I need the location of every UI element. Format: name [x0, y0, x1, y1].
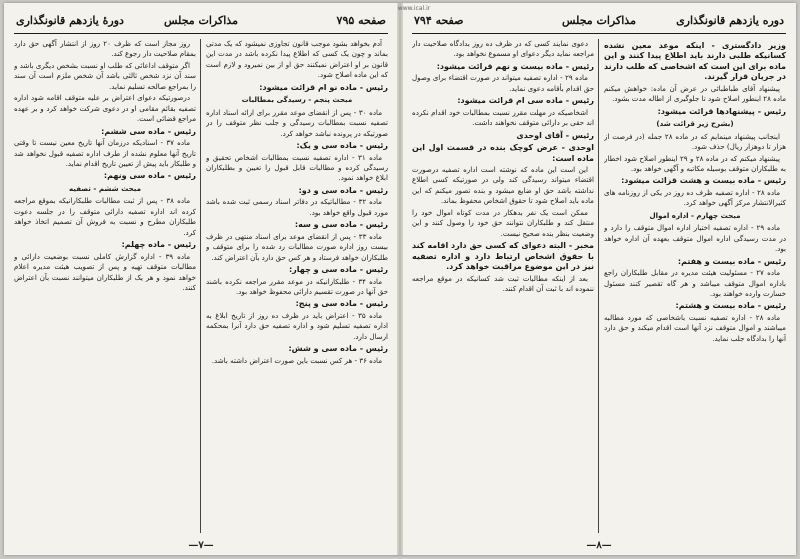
text-columns — [412, 39, 786, 535]
speaker-line: رئیس - ماده سی و دو: — [298, 185, 388, 195]
paragraph: ماده ۳۹ - اداره گزارش کاملی نسبت بوضعیت دارائی و مطالبات متوقف تهیه و پس از تصویب هیئت مدیره اعلام خواهد نمود و هر یک از طلبکاران میتوانند نسبت بآن اعتراض کنند. — [14, 251, 196, 292]
paragraph: ماده ۲۹ - اداره تصفیه میتواند در صورت اقتضاء برای وصول حق اقدام بأقامه دعوی نماید. — [412, 73, 594, 93]
paragraph: پیشنهاد آقای طباطبائی در عرض آن ماده: خواهش میکنم ماده ۲۸ اینطور اصلاح شود تا جلوگیری از اطاله مدت بشود. — [604, 83, 786, 104]
section-heading: (بشرح زیر قرائت شد) — [656, 119, 734, 129]
paragraph: اشخاصیکه در مهلت مقرر نسبت بمطالبات خود اقدام نکرده اند حقی بر دارائی متوقف نخواهند داشت. — [412, 107, 594, 128]
page-794 — [406, 3, 792, 555]
journal-title: مذاکرات مجلس — [562, 14, 636, 27]
paragraph: ماده ۳۱ - اداره تصفیه نسبت بمطالبات اشخاص تحقیق و رسیدگی کرده و مطالبات قابل قبول را تعیین و بطلبکاران ابلاغ خواهد نمود. — [206, 152, 388, 183]
column-divider — [598, 39, 599, 533]
text-column-left — [14, 39, 196, 535]
paragraph: ماده ۲۸ - اداره تصفیه ظرف ده روز در یکی از روزنامه های کثیرالانتشار مرکز آگهی خواهد کرد. — [604, 187, 786, 208]
journal-title: مذاکرات مجلس — [164, 14, 238, 27]
paragraph: ممکن است یک نفر بدهکار در مدت کوتاه اموال خود را منتقل کند و طلبکاران نتوانند حق خود را وصول کنند و این وضعیت بنظر بنده صحیح نیست. — [412, 207, 594, 238]
speaker-line: رئیس - ماده سی و پنج: — [295, 299, 388, 309]
paragraph: پیشنهاد میکنم که در ماده ۲۸ و ۲۹ اینطور اصلاح شود اخطار به طلبکاران متوقف بوسیله مکاتبه و آگهی خواهد بود. — [604, 153, 786, 173]
text-column-right — [604, 39, 786, 535]
speaker-line: رئیس - ماده سی ام قرائت میشود: — [457, 96, 594, 106]
book-spine — [397, 3, 403, 555]
paragraph: ماده ۳۰ - پس از انقضای موعد مقرر برای ارائه اسناد اداره تصفیه نسبت بمطالبات رسیدگی و جلب نظر متوقف را در صورتیکه در پرونده نباشد خواهد کرد. — [206, 107, 388, 138]
speaker-line: رئیس - ماده بیست و هشت قرائت میشود: — [621, 176, 786, 186]
page-folio: —۷— — [188, 540, 214, 551]
speaker-line: رئیس - پیشنهادها قرائت میشود: — [657, 106, 786, 116]
column-divider — [200, 39, 201, 533]
paragraph: دعوی نمایند کسی که در ظرف ده روز بدادگاه صلاحیت دار مراجعه نماید دیگر دعوای او مسموع نخواهد بود. — [412, 39, 594, 59]
paragraph: اگر متوقف اداعائی که طلب او نسبت بشخص دیگری باشد و سند آن نزد شخص ثالثی باشد آن شخص ملزم است آن سند را بمراجع صالحه تسلیم نماید. — [14, 60, 196, 91]
speaker-line: رئیس - ماده سی و یک: — [296, 141, 388, 151]
paragraph: اینجانب پیشنهاد مینمایم که در ماده ۲۸ جمله (در فرصت از هزار تا دوهزار ریال) حذف شود. — [604, 131, 786, 152]
speaker-line: وزیر دادگستری - اینکه موعد معین نشده کسانیکه طلبی دارند باید اطلاع پیدا کنند و این ماده برای این است که اشخاصی که طلب دارند در جریان قرار گیرند. — [604, 41, 786, 82]
book-spread — [4, 3, 796, 555]
page-795 — [8, 3, 394, 555]
paragraph: ماده ۲۷ - مسئولیت هیئت مدیره در مقابل طلبکاران راجع باداره اموال متوقف میباشد و هر گاه تقصیر کنند مسئول خسارت وارده خواهند بود. — [604, 268, 786, 298]
paragraph: بعد از اینکه مطالبات ثبت شد کسانیکه در موقع مراجعه ننموده اند با ثبت آن اقدام کنند. — [412, 273, 594, 293]
paragraph: ماده ۲۹ - اداره تصفیه اختیار اداره اموال متوقف را دارد و در مدت رسیدگی اداره اموال متوقف بعهده آن اداره خواهد بود. — [604, 223, 786, 254]
paragraph: ماده ۳۲ - مطالباتیکه در دفاتر اسناد رسمی ثبت شده باشد مورد قبول واقع خواهد بود. — [206, 197, 388, 217]
section-heading: مبحث پنجم - رسیدگی بمطالبات — [241, 95, 353, 105]
text-column-left — [412, 39, 594, 535]
paragraph: ماده ۳۷ - اسنادیکه درزمان آنها تاریخ معین نیست تا وقتی تاریخ آنها معلوم نشده از طرف اداره تصفیه قبول نخواهد شد و طلبکار باید پیش از تعیین تاریخ اقدام نماید. — [14, 138, 196, 168]
speaker-line: رئیس - ماده بیست و هشتم: — [675, 301, 786, 311]
session-label: دورهٔ یازدهم قانونگذاری — [16, 14, 124, 27]
section-heading: مبحث ششم - تصفیه — [69, 183, 141, 193]
speaker-line: رئیس - آقای اوحدی — [516, 130, 594, 140]
paragraph: ماده ۳۳ - پس از انقضای موعد برای اسناد منتهی در ظرف بیست روز اداره صورت مطالبات رد شده را برای متوقف و طلبکاران خواهد فرستاد و هر کس حق دارد بآن اعتراض کند. — [206, 231, 388, 262]
speaker-line: رئیس - ماده سی ششم: — [101, 126, 196, 136]
speaker-line: رئیس - ماده سی و سه: — [294, 220, 388, 230]
text-column-right — [206, 39, 388, 535]
speaker-line: رئیس - ماده سی و شش: — [288, 344, 388, 354]
speaker-line: رئیس - ماده بیست و هفتم: — [677, 256, 786, 266]
section-heading: مبحث چهارم - اداره اموال — [649, 210, 741, 220]
speaker-line: مخبر - البته دعوای که کسی حق دارد اقامه کند با حقوق اشخاص ارتباط دارد و اداره تصفیه نیز در این موضوع مراقبت خواهد کرد. — [412, 241, 594, 272]
page-folio: —۸— — [586, 540, 612, 551]
paragraph: ماده ۳۸ - پس از ثبت مطالبات طلبکارانیکه بموقع مراجعه کرده اند اداره تصفیه دارائی متوقف را در جلسه دعوت طلبکاران مطرح و نسبت به فروش آن تصمیم اتخاذ خواهد کرد. — [14, 196, 196, 237]
speaker-line: رئیس - ماده سی ونهم: — [103, 171, 196, 181]
speaker-line: رئیس - ماده چهلم: — [121, 240, 196, 250]
paragraph: روز مجاز است که ظرف ۲۰ روز از انتشار آگهی حق دارد بمقام صلاحیت دار رجوع کند. — [14, 39, 196, 59]
paragraph: ماده ۳۶ - هر کس نسبت باین صورت اعتراض داشته باشد. — [211, 355, 382, 365]
speaker-line: اوحدی - عرض کوچک بنده در قسمت اول این ماده است: — [412, 143, 594, 163]
page-label: صفحه ۷۹۴ — [414, 14, 464, 27]
session-label: دوره یازدهم قانونگذاری — [676, 14, 784, 27]
paragraph: ماده ۳۵ - اعتراض باید در ظرف ده روز از تاریخ ابلاغ به اداره تصفیه تسلیم شود و اداره تصفیه حق دارد آنرا بمحکمه ارسال دارد. — [206, 310, 388, 341]
paragraph: درصورتیکه دعوای اعتراض بر علیه متوقف اقامه شود اداره تصفیه بقائم مقامی او در دعوی شرکت خواهد کرد و بر عهده مراجع قضائی است. — [14, 93, 196, 124]
watermark-text: www.ical.ir — [397, 5, 431, 12]
running-head-795 — [14, 11, 388, 34]
speaker-line: رئیس - ماده سی و چهار: — [288, 265, 388, 275]
paragraph: ماده ۲۸ - اداره تصفیه نسبت باشخاصی که مورد مطالبه میباشند و اموال متوقف نزد آنها است اقدام میکند و حق دارد آنها را بدادگاه جلب نماید. — [604, 312, 786, 343]
paragraph: ماده ۳۴ - طلبکارانیکه در موعد مقرر مراجعه نکرده باشند حق آنها در صورت تقسیم دارائی محفوظ خواهد بود. — [206, 276, 388, 296]
paragraph: آدم بخواهد بشود موجب قانون تجاوزی نمیشود که یک مدتی بماند و چون یک کسی که اطلاع پیدا نکرده باشد در مدت این قانون بر او اعتراض نمیکنند حق او از بین نمیرود و لازم است که این ماده اصلاح شود. — [206, 39, 388, 80]
text-columns — [14, 39, 388, 535]
speaker-line: رئیس - ماده بیست و نهم قرائت میشود: — [436, 61, 594, 71]
paragraph: این است این ماده که نوشته است اداره تصفیه درصورت اقتضاء میتواند رسیدگی کند ولی در صورتیکه کسی اطلاع نداشته باشد حق او ضایع میشود و بنده تصور میکنم که این ماده باید اصلاح شود تا حقوق اشخاص محفوظ بماند. — [412, 164, 594, 206]
running-head-794 — [412, 11, 786, 34]
speaker-line: رئیس - ماده نو ام قرائت میشود: — [259, 82, 388, 92]
page-label: صفحه ۷۹۵ — [336, 14, 386, 27]
